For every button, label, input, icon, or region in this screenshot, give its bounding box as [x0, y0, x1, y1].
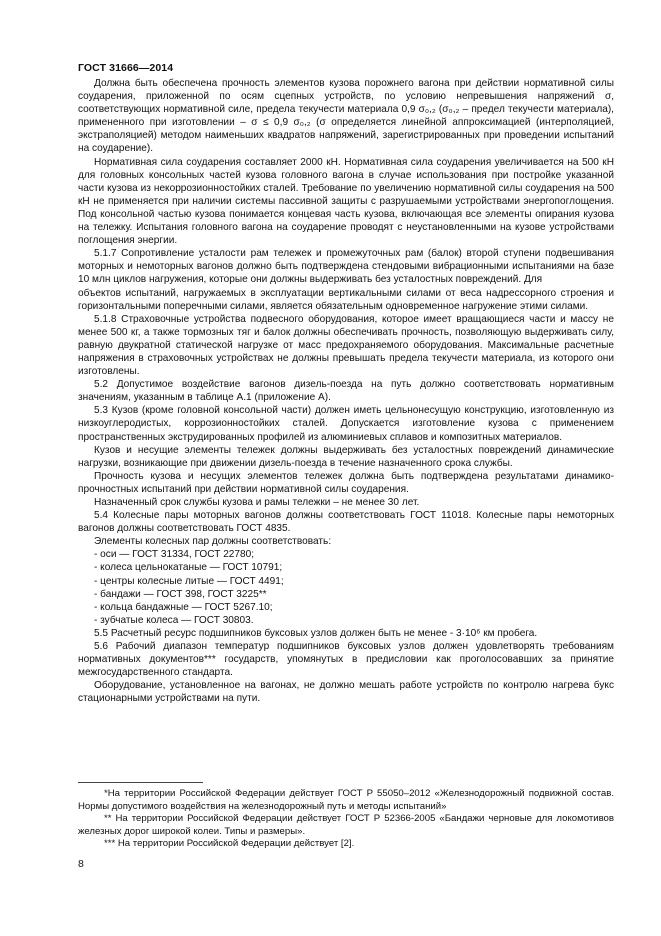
- paragraph: Прочность кузова и несущих элементов тележек должна быть подтверждена результатами динамико-прочностных испытаний при действии нормативной силы соударения.: [78, 470, 614, 495]
- footnote: *** На территории Российской Федерации действует [2].: [104, 838, 355, 850]
- paragraph: 5.4 Колесные пары моторных вагонов должны соответствовать ГОСТ 11018. Колесные пары немоторных вагонов должны соответствовать ГОСТ 4835.: [78, 510, 614, 535]
- paragraph: 5.1.8 Страховочные устройства подвесного оборудования, которое имеет вращающиеся части и массу не менее 500 кг, а также тормозных тяг и балок должны обеспечивать прочность, позволяющую выдерживать силу, равную двукратной статической нагрузке от масс предохраняемого оборудования. Максимальные расчетные напряжения в страховочных устройствах не должны превышать предела текучести материала, из которого они изготовлены.: [78, 313, 614, 378]
- page-header-title: ГОСТ 31666—2014: [78, 62, 174, 74]
- paragraph: объектов испытаний, нагружаемых в эксплуатации вертикальными силами от веса надрессорного строения и горизонтальными поперечными силами, является обязательным одновременное нагружение этими силами.: [78, 287, 614, 312]
- footnote-divider: [78, 782, 203, 783]
- paragraph: 5.5 Расчетный ресурс подшипников буксовых узлов должен быть не менее - 3·10⁶ км пробега.: [94, 627, 538, 639]
- footnote: ** На территории Российской Федерации действует ГОСТ Р 52366-2005 «Бандажи черновые для локомотивов железных дорог широкой колеи. Типы и размеры».: [78, 813, 614, 837]
- list-item: - колеса цельнокатаные — ГОСТ 10791;: [94, 562, 283, 574]
- list-item: - центры колесные литые — ГОСТ 4491;: [94, 575, 284, 587]
- list-item: - оси — ГОСТ 31334, ГОСТ 22780;: [94, 549, 255, 561]
- paragraph: Должна быть обеспечена прочность элементов кузова порожнего вагона при действии нормативной силы соударения, приложенной по осям сцепных устройств, по условию непревышения напряжений σ, соответствующих нормативной силе, предела текучести материала 0,9 σ₀,₂ (σ₀,₂ – предел текучести материала), примененного при изготовлении – σ ≤ 0,9 σ₀,₂ (σ определяется линейной аппроксимацией (интерполяцией, экстраполяцией) методом наименьших квадратов напряжений, зарегистрированных при проведении испытаний на соударение).: [78, 78, 614, 155]
- paragraph: Нормативная сила соударения составляет 2000 кН. Нормативная сила соударения увеличивается на 500 кН для головных консольных частей кузова головного вагона в случае использования при постройке указанной части кузова из некоррозионностойких сталей. Требование по увеличению нормативной силы соударения на 500 кН не применяется при наличии системы пассивной защиты с разрушаемыми устройствами энергопоглощения. Под консольной частью кузова понимается концевая часть кузова, включающая все элементы опирания кузова на тележку. Испытания головного вагона на соударение проводят с неустановленными на кузове устройствами поглощения энергии.: [78, 156, 614, 247]
- paragraph: Элементы колесных пар должны соответствовать:: [94, 536, 332, 548]
- paragraph: 5.1.7 Сопротивление усталости рам тележек и промежуточных рам (балок) второй ступени подвешивания моторных и немоторных вагонов должно быть подтверждена стендовыми вибрационными испытаниями на базе 10 млн циклов нагружения, которые они должны выдерживать без усталостных повреждений. Для: [78, 248, 614, 286]
- paragraph: 5.6 Рабочий диапазон температур подшипников буксовых узлов должен удовлетворять требованиям нормативных документов*** государств, упомянутых в предисловии как проголосовавших за принятие межгосударственного стандарта.: [78, 641, 614, 679]
- list-item: - кольца бандажные — ГОСТ 5267.10;: [94, 601, 273, 613]
- list-item: - бандажи — ГОСТ 398, ГОСТ 3225**: [94, 588, 267, 600]
- paragraph: 5.2 Допустимое воздействие вагонов дизель-поезда на путь должно соответствовать нормативным значениям, указанным в таблице А.1 (приложение А).: [78, 379, 614, 404]
- main-text: [78, 77, 614, 706]
- paragraph: Кузов и несущие элементы тележек должны выдерживать без усталостных повреждений динамические нагрузки, возникающие при движении дизель-поезда в течение назначенного срока службы.: [78, 444, 614, 469]
- footnotes: [78, 788, 614, 851]
- page-number: 8: [78, 858, 84, 870]
- paragraph: 5.3 Кузов (кроме головной консольной части) должен иметь цельнонесущую конструкцию, изготовленную из низкоуглеродистых, коррозионностойких сталей. Допускается изготовление кузова с применением пространственных экструдированных профилей из алюминиевых сплавов и композитных материалов.: [78, 405, 614, 443]
- list-item: - зубчатые колеса — ГОСТ 30803.: [94, 614, 254, 626]
- paragraph: Назначенный срок службы кузова и рамы тележки – не менее 30 лет.: [94, 497, 420, 508]
- footnote: *На территории Российской Федерации действует ГОСТ Р 55050–2012 «Железнодорожный подвижной состав. Нормы допустимого воздействия на железнодорожный путь и методы испытаний»: [78, 788, 614, 812]
- paragraph: Оборудование, установленное на вагонах, не должно мешать работе устройств по контролю нагрева букс стационарными устройствами на пути.: [78, 680, 614, 705]
